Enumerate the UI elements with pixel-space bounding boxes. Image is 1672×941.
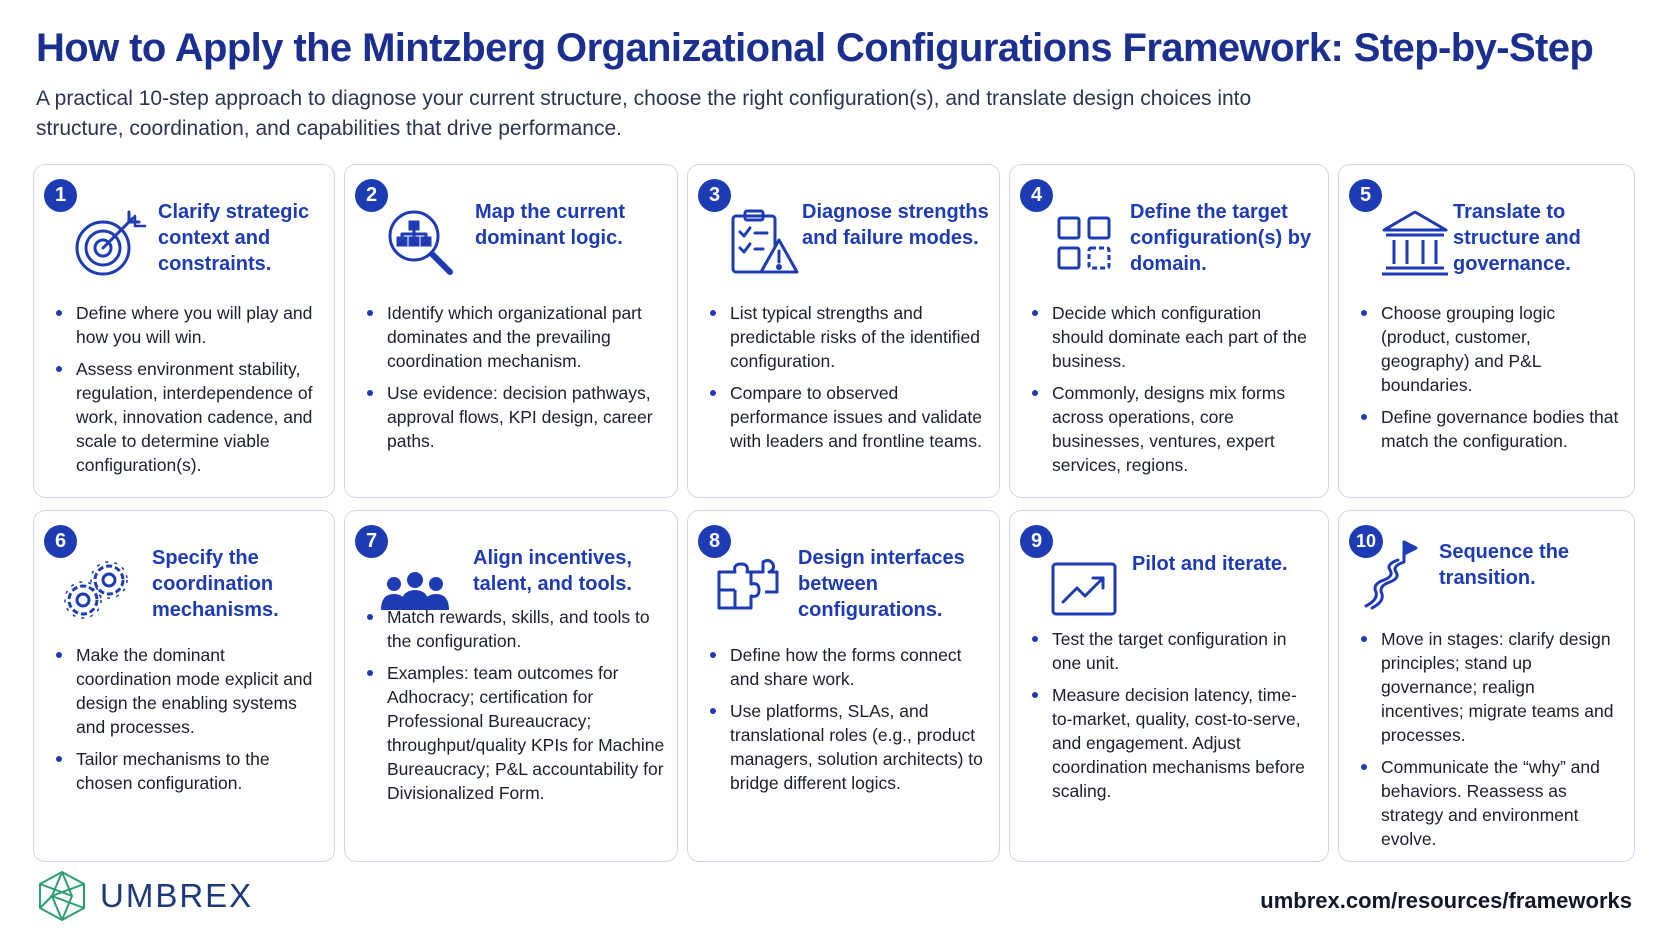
step-title: Diagnose strengths and failure modes. — [802, 201, 989, 249]
bullet-item: Measure decision latency, time-to-market, quality, cost-to-serve, and engagement. Adjust coordination mechanisms before scaling. — [1030, 683, 1316, 803]
bullet-item: Use platforms, SLAs, and translational roles (e.g., product managers, solution architects) to bridge different logics. — [708, 699, 987, 795]
umbrex-logo — [36, 870, 253, 922]
page-subtitle: A practical 10-step approach to diagnose your current structure, choose the right configuration(s), and translate design choices into structure, coordination, and capabilities that drive performance. — [36, 87, 1252, 140]
step-bullets — [708, 643, 987, 803]
bullet-item: Identify which organizational part dominates and the prevailing coordination mechanism. — [365, 301, 665, 373]
step-bullets — [365, 301, 665, 461]
step-bullets — [54, 643, 322, 803]
bullet-item: Move in stages: clarify design principles; stand up governance; realign incentives; migrate teams and processes. — [1359, 627, 1622, 747]
bullet-item: Match rewards, skills, and tools to the configuration. — [365, 605, 665, 653]
steps-grid — [33, 164, 1633, 862]
bullet-item: Choose grouping logic (product, customer, geography) and P&L boundaries. — [1359, 301, 1622, 397]
step-card-5 — [1338, 164, 1635, 498]
bullet-item: Tailor mechanisms to the chosen configuration. — [54, 747, 322, 795]
step-card-3 — [687, 164, 1000, 498]
bullet-item: Define where you will play and how you will win. — [54, 301, 322, 349]
step-title: Specify the coordination mechanisms. — [152, 547, 279, 621]
page-title: How to Apply the Mintzberg Organizational Configurations Framework: Step-by-Step — [36, 26, 1594, 70]
step-title: Design interfaces between configurations. — [798, 547, 965, 621]
step-bullets — [1030, 627, 1316, 811]
step-title: Map the current dominant logic. — [475, 201, 626, 249]
step-number-badge: 6 — [44, 525, 77, 558]
bullet-item: Use evidence: decision pathways, approval flows, KPI design, career paths. — [365, 381, 665, 453]
bullet-item: Decide which configuration should dominate each part of the business. — [1030, 301, 1316, 373]
puzzle-icon — [710, 551, 786, 627]
bullet-item: Define how the forms connect and share work. — [708, 643, 987, 691]
step-title: Clarify strategic context and constraints. — [158, 201, 310, 275]
trend-chart-icon — [1046, 551, 1122, 627]
bullet-item: Define governance bodies that match the configuration. — [1359, 405, 1622, 453]
step-title: Translate to structure and governance. — [1453, 201, 1581, 275]
footer-url[interactable]: umbrex.com/resources/frameworks — [1260, 888, 1632, 913]
bullet-item: List typical strengths and predictable risks of the identified configuration. — [708, 301, 987, 373]
step-bullets — [365, 605, 665, 813]
step-number-badge: 9 — [1020, 525, 1053, 558]
bullet-item: Compare to observed performance issues and validate with leaders and frontline teams. — [708, 381, 987, 453]
bullet-item: Communicate the “why” and behaviors. Reassess as strategy and environment evolve. — [1359, 755, 1622, 851]
step-number-badge: 2 — [355, 179, 388, 212]
step-card-9 — [1009, 510, 1329, 862]
step-card-4 — [1009, 164, 1329, 498]
step-title: Align incentives, talent, and tools. — [473, 547, 632, 595]
step-number-badge: 4 — [1020, 179, 1053, 212]
org-chart-magnifier-icon — [383, 205, 459, 281]
step-title: Define the target configuration(s) by domain. — [1130, 201, 1312, 275]
step-bullets — [708, 301, 987, 461]
step-card-2 — [344, 164, 678, 498]
step-bullets — [1359, 301, 1622, 461]
step-number-badge: 10 — [1349, 525, 1383, 558]
step-card-10 — [1338, 510, 1635, 862]
step-number-badge: 5 — [1349, 179, 1382, 212]
bullet-item: Examples: team outcomes for Adhocracy; certification for Professional Bureaucracy; throughput/quality KPIs for Machine Bureaucracy; P&L accountability for Divisionalized Form. — [365, 661, 665, 805]
bullet-item: Commonly, designs mix forms across operations, core businesses, ventures, expert services, regions. — [1030, 381, 1316, 477]
step-bullets — [54, 301, 322, 485]
step-card-8 — [687, 510, 1000, 862]
institution-icon — [1377, 205, 1453, 281]
gears-icon — [60, 551, 136, 627]
step-number-badge: 7 — [355, 525, 388, 558]
step-bullets — [1359, 627, 1622, 859]
step-number-badge: 8 — [698, 525, 731, 558]
step-card-6 — [33, 510, 335, 862]
step-title: Pilot and iterate. — [1132, 553, 1288, 575]
step-number-badge: 1 — [44, 179, 77, 212]
path-flag-icon — [1357, 539, 1433, 615]
umbrex-logo-icon — [36, 870, 88, 922]
checklist-warning-icon — [726, 205, 802, 281]
step-card-7 — [344, 510, 678, 862]
bullet-item: Make the dominant coordination mode explicit and design the enabling systems and processes. — [54, 643, 322, 739]
step-bullets — [1030, 301, 1316, 485]
logo-text: UMBREX — [100, 877, 254, 914]
step-number-badge: 3 — [698, 179, 731, 212]
step-card-1 — [33, 164, 335, 498]
grid-squares-icon — [1048, 205, 1124, 281]
step-title: Sequence the transition. — [1439, 541, 1570, 589]
bullet-item: Test the target configuration in one unit. — [1030, 627, 1316, 675]
target-icon — [72, 205, 148, 281]
bullet-item: Assess environment stability, regulation, interdependence of work, innovation cadence, and scale to determine viable configuration(s). — [54, 357, 322, 477]
